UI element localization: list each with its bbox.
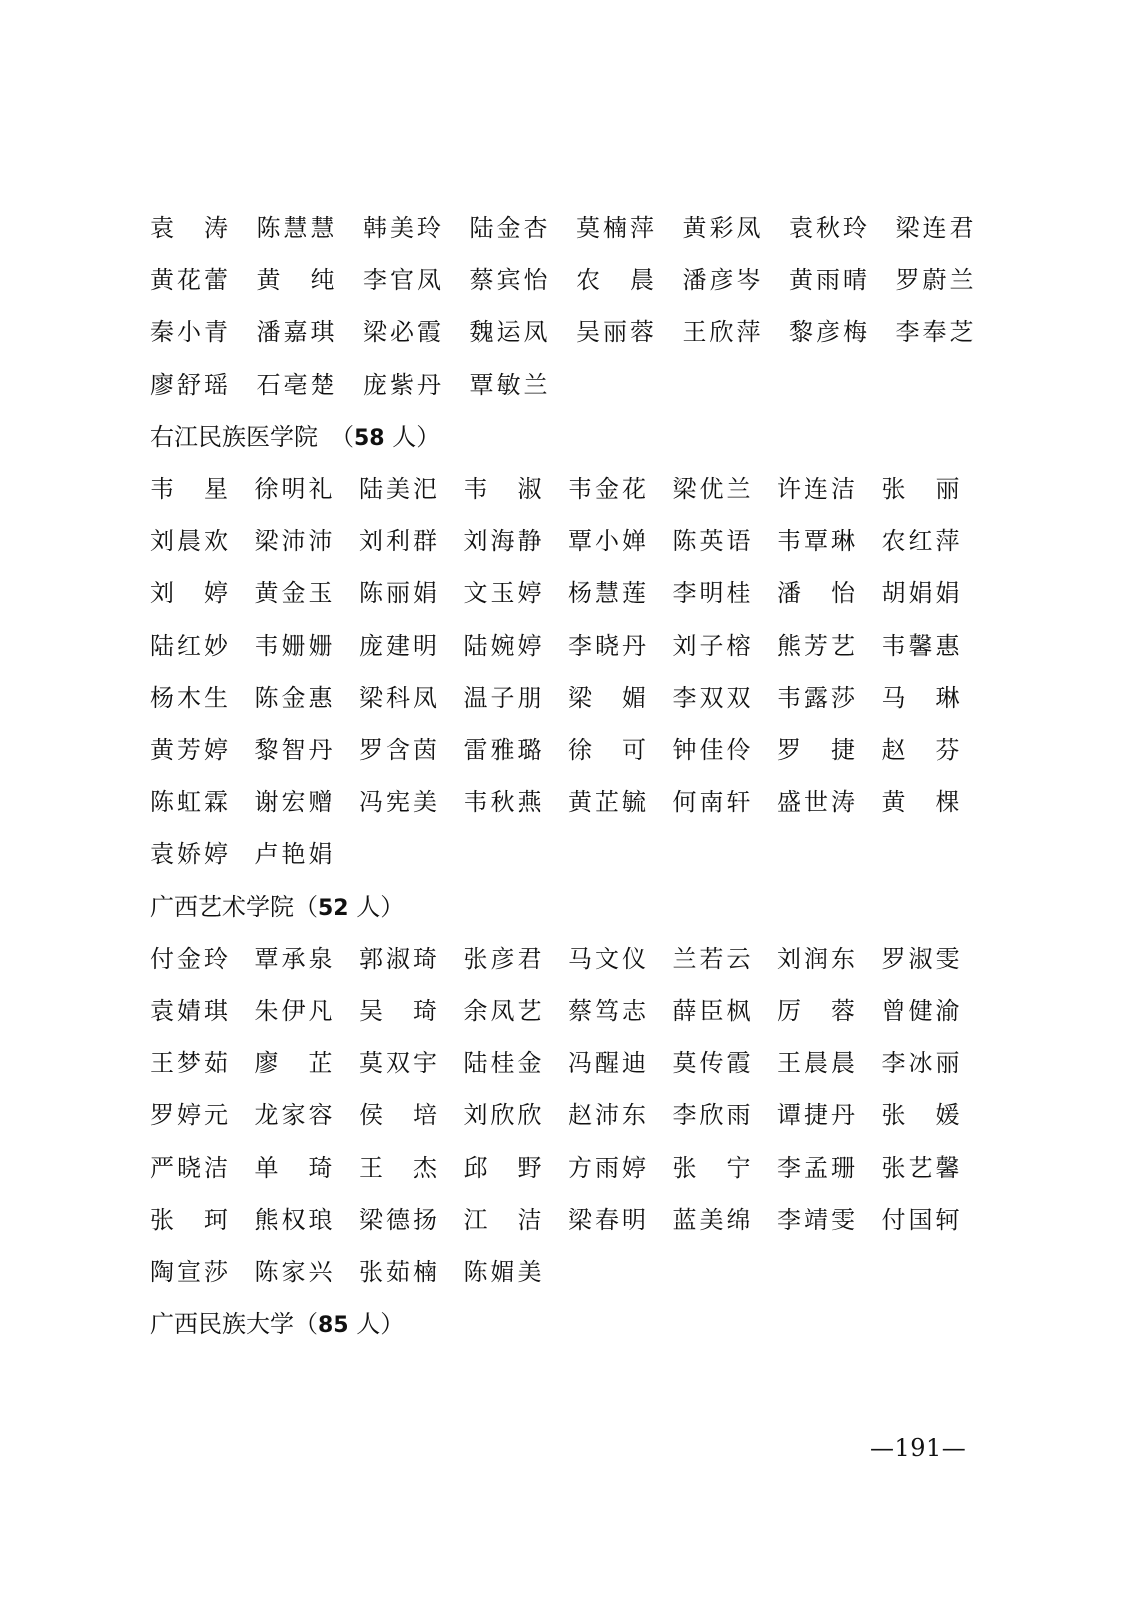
person-name: 陈金惠 [254,683,333,712]
person-name: 廖 芷 [254,1049,333,1078]
person-name: 谭捷丹 [777,1101,855,1130]
person-name: 何南轩 [672,788,751,817]
person-name: 马 琳 [881,683,960,712]
person-name: 薛臣枫 [672,997,751,1025]
section-heading-count: 85 [318,1313,349,1339]
person-name: 黄金玉 [254,579,333,608]
person-name: 潘嘉琪 [256,318,335,347]
person-name: 刘晨欢 [150,527,228,556]
person-name: 单 琦 [254,1153,333,1182]
person-name: 许连洁 [777,475,855,503]
person-name: 冯醒迪 [568,1049,646,1078]
person-name: 黄 纯 [256,266,335,295]
person-name: 黄芳婷 [150,736,228,764]
person-name: 潘 怡 [777,579,855,608]
person-name: 李奉芝 [895,318,974,347]
person-name: 陆桂金 [463,1049,542,1078]
person-name: 魏运凤 [469,318,548,347]
person-name: 韦覃琳 [777,527,855,556]
person-name: 梁必霞 [363,318,441,347]
section-heading-unit: 人） [348,892,405,921]
person-name: 刘欣欣 [463,1101,542,1130]
person-name: 陶宣莎 [150,1258,228,1286]
person-name: 邱 野 [463,1153,542,1182]
person-name: 覃敏兰 [469,370,548,399]
person-name: 农 晨 [576,266,654,295]
person-name: 韦露莎 [777,683,855,712]
person-name: 韩美玲 [363,214,441,242]
person-name: 黄雨晴 [789,266,867,295]
person-name: 谢宏赠 [254,788,333,817]
person-name: 吴丽蓉 [576,318,654,347]
person-name: 龙家容 [254,1101,333,1130]
person-name: 熊芳艺 [777,631,855,660]
person-name: 庞建明 [359,631,437,660]
section-heading-unit: 人） [348,1310,405,1339]
person-name: 张 珂 [150,1205,228,1234]
person-name: 刘利群 [359,527,437,556]
person-name: 韦金花 [568,475,646,503]
section-heading [150,1306,404,1342]
person-name: 韦姗姗 [254,631,333,660]
person-name: 陆婉婷 [463,631,542,660]
person-name: 兰若云 [672,944,751,973]
person-name: 张 丽 [881,475,960,503]
person-name: 罗含茵 [359,736,437,764]
person-name: 黎智丹 [254,736,333,764]
person-name: 莫楠萍 [576,214,654,242]
person-name: 袁婧琪 [150,997,228,1025]
person-name: 罗蔚兰 [895,266,974,295]
person-name: 温子朋 [463,683,542,712]
person-name: 方雨婷 [568,1153,646,1182]
person-name: 黄彩凤 [682,214,761,242]
person-name: 胡娟娟 [881,579,960,608]
person-name: 罗淑雯 [881,944,960,973]
person-name: 廖舒瑶 [150,370,228,399]
person-name: 黄芷毓 [568,788,646,817]
section-heading-name: 右江民族医学院 [150,422,318,451]
person-name: 严晓洁 [150,1153,228,1182]
person-name: 陆美汜 [359,475,437,503]
person-name: 农红萍 [881,527,960,556]
person-name: 张茹楠 [359,1258,437,1286]
person-name: 杨木生 [150,683,228,712]
section-heading-paren: （ [330,422,354,451]
person-name: 付金玲 [150,944,228,973]
section-heading [150,419,440,455]
person-name: 梁连君 [895,214,974,242]
person-name: 李孟珊 [777,1153,855,1182]
person-name: 王 杰 [359,1153,437,1182]
person-name: 韦 星 [150,475,228,503]
section-heading-name: 广西民族大学 [150,1310,294,1339]
person-name: 庞紫丹 [363,370,441,399]
person-name: 马文仪 [568,944,646,973]
person-name: 韦馨惠 [881,631,960,660]
person-name: 韦 淑 [463,475,542,503]
section-heading-name: 广西艺术学院 [150,892,294,921]
person-name: 刘 婷 [150,579,228,608]
person-name: 杨慧莲 [568,579,646,608]
person-name: 卢艳娟 [254,840,333,869]
person-name: 陆金杏 [469,214,548,242]
person-name: 徐明礼 [254,475,333,503]
person-name: 梁春明 [568,1205,646,1234]
section-heading [150,889,404,925]
person-name: 刘润东 [777,944,855,973]
person-name: 赵 芬 [881,736,960,764]
person-name: 覃承泉 [254,944,333,973]
person-name: 袁娇婷 [150,840,228,869]
person-name: 袁秋玲 [789,214,867,242]
person-name: 梁沛沛 [254,527,333,556]
person-name: 袁 涛 [150,214,228,242]
person-name: 李双双 [672,683,751,712]
person-name: 李明桂 [672,579,751,608]
person-name: 郭淑琦 [359,944,437,973]
person-name: 陆红妙 [150,631,228,660]
person-name: 李欣雨 [672,1101,751,1130]
person-name: 罗婷元 [150,1101,228,1130]
person-name: 钟佳伶 [672,736,751,764]
person-name: 张 媛 [881,1101,960,1130]
person-name: 黎彦梅 [789,318,867,347]
person-name: 雷雅璐 [463,736,542,764]
person-name: 蔡笃志 [568,997,646,1025]
person-name: 蔡宾怡 [469,266,548,295]
person-name: 徐 可 [568,736,646,764]
person-name: 李靖雯 [777,1205,855,1234]
person-name: 秦小青 [150,318,228,347]
section-heading-count: 58 [354,425,385,451]
person-name: 陈慧慧 [256,214,335,242]
person-name: 冯宪美 [359,788,437,817]
person-name: 张彦君 [463,944,542,973]
person-name: 黄花蕾 [150,266,228,295]
person-name: 李官凤 [363,266,441,295]
person-name: 石亳楚 [256,370,335,399]
section-heading-paren: （ [294,1310,318,1339]
person-name: 王梦茹 [150,1049,228,1078]
person-name: 李晓丹 [568,631,646,660]
person-name: 潘彦岑 [682,266,761,295]
section-heading-count: 52 [318,895,349,921]
person-name: 陈英语 [672,527,751,556]
person-name: 罗 捷 [777,736,855,764]
section-heading-paren: （ [294,892,318,921]
person-name: 覃小婵 [568,527,646,556]
person-name: 陈丽娟 [359,579,437,608]
person-name: 刘海静 [463,527,542,556]
person-name: 李冰丽 [881,1049,960,1078]
person-name: 王欣萍 [682,318,761,347]
person-name: 付国轲 [881,1205,960,1234]
person-name: 蓝美绵 [672,1205,751,1234]
person-name: 陈媚美 [463,1258,542,1286]
person-name: 梁科凤 [359,683,437,712]
person-name: 朱伊凡 [254,997,333,1025]
person-name: 曾健渝 [881,997,960,1025]
person-name: 黄 棵 [881,788,960,817]
person-name: 厉 蓉 [777,997,855,1025]
person-name: 余凤艺 [463,997,542,1025]
person-name: 张艺馨 [881,1153,960,1182]
person-name: 梁优兰 [672,475,751,503]
person-name: 梁德扬 [359,1205,437,1234]
person-name: 王晨晨 [777,1049,855,1078]
person-name: 张 宁 [672,1153,751,1182]
person-name: 赵沛东 [568,1101,646,1130]
person-name: 陈虹霖 [150,788,228,817]
person-name: 韦秋燕 [463,788,542,817]
person-name: 梁 媚 [568,683,646,712]
person-name: 江 洁 [463,1205,542,1234]
page-number: —191— [870,1434,967,1462]
person-name: 莫传霞 [672,1049,751,1078]
person-name: 侯 培 [359,1101,437,1130]
person-name: 陈家兴 [254,1258,333,1286]
section-heading-unit: 人） [384,422,441,451]
person-name: 吴 琦 [359,997,437,1025]
person-name: 刘子榕 [672,631,751,660]
person-name: 熊权琅 [254,1205,333,1234]
person-name: 文玉婷 [463,579,542,608]
person-name: 莫双宇 [359,1049,437,1078]
person-name: 盛世涛 [777,788,855,817]
